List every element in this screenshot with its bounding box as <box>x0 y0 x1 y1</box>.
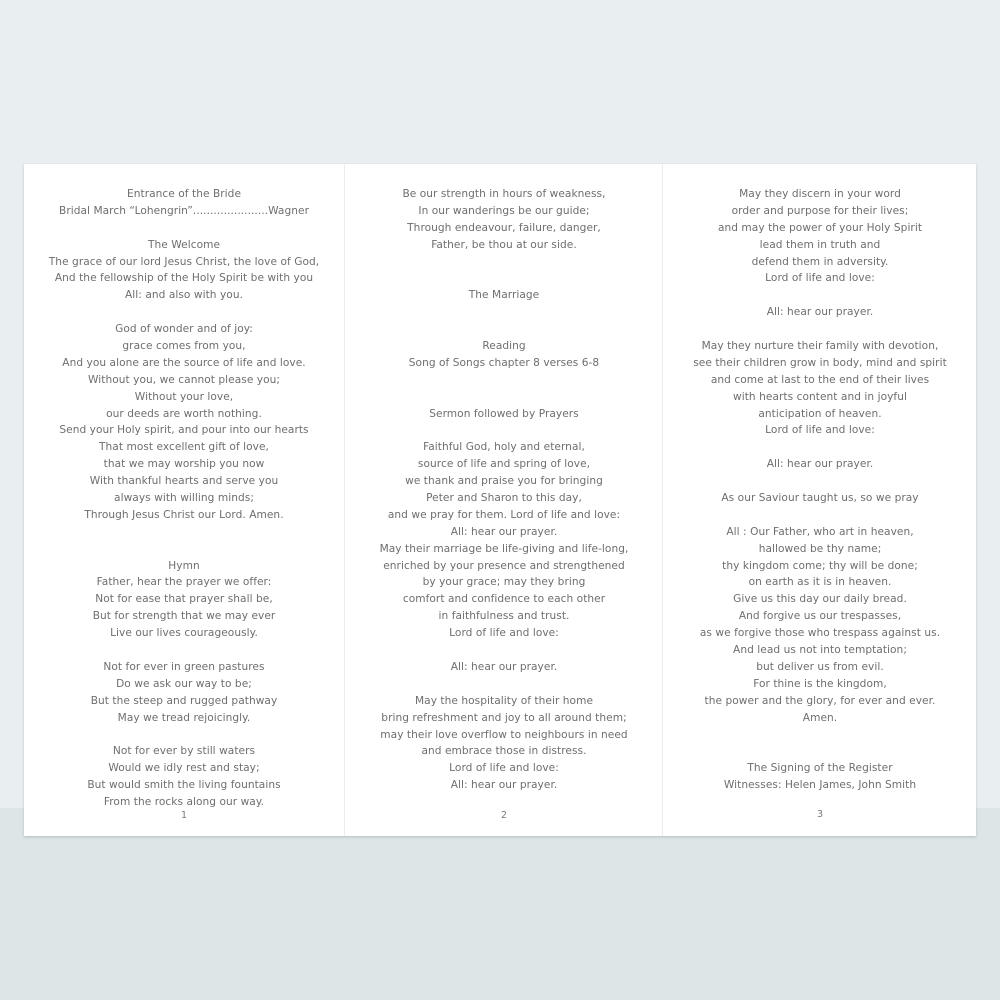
page-1-text <box>24 186 344 811</box>
text-line: Song of Songs chapter 8 verses 6-8 <box>408 356 600 369</box>
text-line: All: and also with you. <box>125 289 243 302</box>
text-line: Through endeavour, failure, danger, <box>407 221 601 234</box>
text-line: bring refreshment and joy to all around them; <box>381 711 627 724</box>
text-line: and embrace those in distress. <box>421 745 587 758</box>
blank-line <box>24 304 344 321</box>
blank-line <box>345 270 663 287</box>
text-line: Witnesses: Helen James, John Smith <box>723 779 917 792</box>
text-line: enriched by your presence and strengthened <box>383 559 625 572</box>
text-line: Not for ever by still waters <box>112 745 256 758</box>
text-line: Faithful God, holy and eternal, <box>423 441 585 454</box>
text-line: our deeds are worth nothing. <box>106 407 262 420</box>
text-line: And forgive us our trespasses, <box>738 610 902 623</box>
blank-line <box>663 743 977 760</box>
blank-line <box>24 541 344 558</box>
text-line: Do we ask our way to be; <box>116 677 252 690</box>
text-line: defend them in adversity. <box>751 255 889 268</box>
text-line: always with willing minds; <box>114 492 254 505</box>
text-line: we thank and praise you for bringing <box>405 475 603 488</box>
text-line: Lord of life and love: <box>765 272 875 285</box>
blank-line <box>663 439 977 456</box>
text-line: Not for ease that prayer shall be, <box>95 593 273 606</box>
text-line: Through Jesus Christ our Lord. Amen. <box>84 508 284 521</box>
text-line: With thankful hearts and serve you <box>89 475 279 488</box>
text-line: May the hospitality of their home <box>414 694 594 707</box>
text-line: May they nurture their family with devotion, <box>701 340 939 353</box>
text-line: Be our strength in hours of weakness, <box>402 188 606 200</box>
text-line: For thine is the kingdom, <box>753 677 887 690</box>
text-line: God of wonder and of joy: <box>115 323 253 336</box>
blank-line <box>663 473 977 490</box>
text-line: Bridal March “Lohengrin”......................Wagner <box>59 204 309 217</box>
text-line: by your grace; may they bring <box>422 576 586 589</box>
text-line: But would smith the living fountains <box>87 779 281 792</box>
order-of-service-sheet <box>24 164 976 836</box>
text-line: From the rocks along our way. <box>103 796 265 809</box>
text-line: And the fellowship of the Holy Spirit be with you <box>54 272 314 285</box>
page-panel-3 <box>662 164 977 836</box>
text-line: May they discern in your word <box>739 188 901 200</box>
page-number-3: 3 <box>816 809 824 820</box>
text-line: in faithfulness and trust. <box>438 610 570 623</box>
blank-line <box>345 304 663 321</box>
text-line: Would we idly rest and stay; <box>108 762 260 775</box>
text-line: and come at last to the end of their lives <box>710 373 930 386</box>
text-line: the power and the glory, for ever and ever. <box>704 694 936 707</box>
text-line: see their children grow in body, mind and spirit <box>693 356 947 369</box>
text-line: All: hear our prayer. <box>450 660 558 673</box>
text-line: The grace of our lord Jesus Christ, the love of God, <box>48 255 320 268</box>
blank-line <box>345 254 663 271</box>
text-line: comfort and confidence to each other <box>402 593 606 606</box>
blank-line <box>663 321 977 338</box>
text-line: Amen. <box>802 711 838 724</box>
page-panel-2 <box>344 164 663 836</box>
page-3-text <box>663 186 977 794</box>
text-line: but deliver us from evil. <box>756 660 884 673</box>
blank-line <box>24 524 344 541</box>
text-line: Without you, we cannot please you; <box>87 373 281 386</box>
text-line: and we pray for them. Lord of life and love: <box>387 508 621 521</box>
background-lower-band <box>0 808 1000 1000</box>
text-line: Reading <box>482 340 526 353</box>
text-line: Give us this day our daily bread. <box>733 593 907 606</box>
text-line: hallowed be thy name; <box>758 542 882 555</box>
text-line: lead them in truth and <box>759 238 881 251</box>
text-line: Live our lives courageously. <box>110 627 258 640</box>
blank-line <box>345 422 663 439</box>
text-line: on earth as it is in heaven. <box>748 576 892 589</box>
text-line: that we may worship you now <box>103 458 265 471</box>
text-line: And lead us not into temptation; <box>733 644 907 657</box>
text-line: All: hear our prayer. <box>450 779 558 792</box>
page-number-1: 1 <box>180 810 188 821</box>
text-line: The Signing of the Register <box>747 762 893 775</box>
text-line: Lord of life and love: <box>765 424 875 437</box>
text-line: All : Our Father, who art in heaven, <box>726 525 914 538</box>
text-line: grace comes from you, <box>122 340 246 353</box>
text-line: Hymn <box>168 559 200 572</box>
text-line: The Welcome <box>147 238 221 251</box>
page-2-text <box>345 186 663 794</box>
text-line: thy kingdom come; thy will be done; <box>722 559 918 572</box>
text-line: Lord of life and love: <box>449 627 559 640</box>
text-line: And you alone are the source of life and love. <box>62 356 306 369</box>
text-line: All: hear our prayer. <box>766 458 874 471</box>
text-line: But for strength that we may ever <box>92 610 276 623</box>
text-line: and may the power of your Holy Spirit <box>717 221 923 234</box>
text-line: May their marriage be life-giving and life-long, <box>379 542 629 555</box>
blank-line <box>663 507 977 524</box>
blank-line <box>24 220 344 237</box>
blank-line <box>345 676 663 693</box>
text-line: as we forgive those who trespass against us. <box>699 627 941 640</box>
text-line: Entrance of the Bride <box>126 188 242 200</box>
page-number-2: 2 <box>500 810 508 821</box>
text-line: Not for ever in green pastures <box>103 660 265 673</box>
text-line: Lord of life and love: <box>449 762 559 775</box>
blank-line <box>24 642 344 659</box>
text-line: May we tread rejoicingly. <box>117 711 251 724</box>
text-line: Without your love, <box>134 390 234 403</box>
blank-line <box>663 287 977 304</box>
text-line: Sermon followed by Prayers <box>429 407 579 420</box>
text-line: source of life and spring of love, <box>417 458 591 471</box>
text-line: may their love overflow to neighbours in need <box>380 728 628 741</box>
text-line: As our Saviour taught us, so we pray <box>721 492 919 505</box>
text-line: order and purpose for their lives; <box>731 204 909 217</box>
text-line: All: hear our prayer. <box>450 525 558 538</box>
text-line: Father, be thou at our side. <box>431 238 577 251</box>
text-line: In our wanderings be our guide; <box>418 204 590 217</box>
blank-line <box>345 321 663 338</box>
blank-line <box>345 642 663 659</box>
blank-line <box>663 727 977 744</box>
page-panel-1 <box>24 164 344 836</box>
blank-line <box>345 389 663 406</box>
text-line: All: hear our prayer. <box>766 306 874 319</box>
text-line: with hearts content and in joyful <box>733 390 907 403</box>
text-line: Father, hear the prayer we offer: <box>96 576 272 589</box>
text-line: The Marriage <box>468 289 540 302</box>
text-line: anticipation of heaven. <box>758 407 882 420</box>
text-line: That most excellent gift of love, <box>99 441 269 454</box>
text-line: Peter and Sharon to this day, <box>426 492 582 505</box>
text-line: Send your Holy spirit, and pour into our hearts <box>59 424 309 437</box>
blank-line <box>345 372 663 389</box>
text-line: But the steep and rugged pathway <box>90 694 278 707</box>
blank-line <box>24 727 344 744</box>
